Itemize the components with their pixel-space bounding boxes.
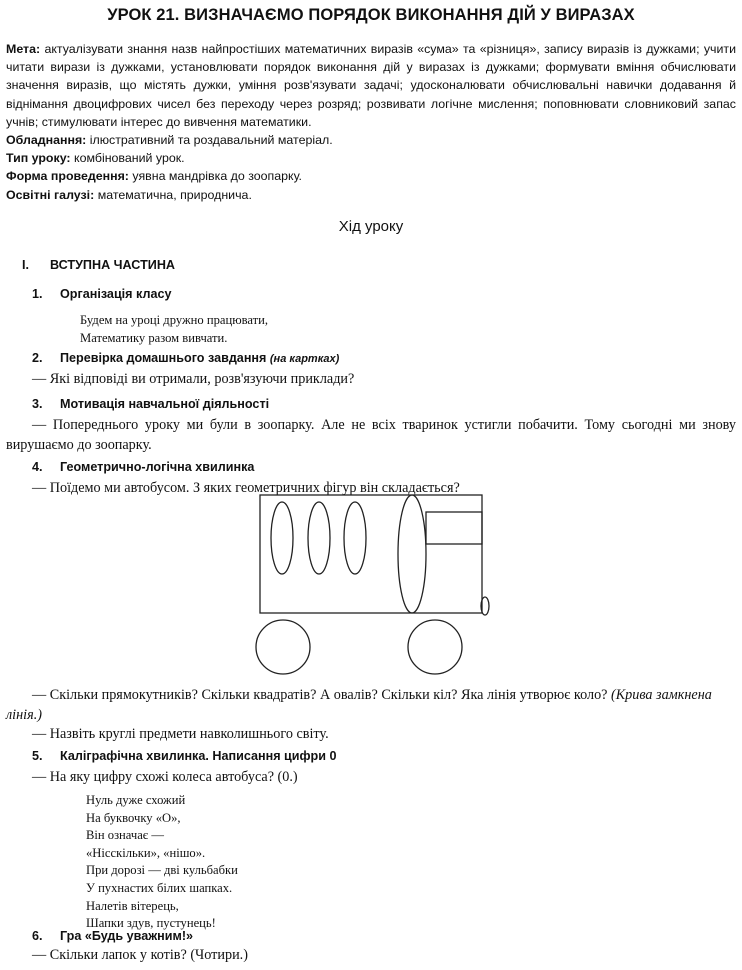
item-number: 6. xyxy=(32,929,43,943)
item-number: 3. xyxy=(32,397,43,411)
poem-line: Математику разом вивчати. xyxy=(80,330,228,345)
areas-label: Освітні галузі: xyxy=(6,187,95,202)
form-label: Форма проведення: xyxy=(6,169,129,184)
poem-line: При дорозі — дві кульбабки xyxy=(86,863,238,878)
shapes-question xyxy=(6,685,736,725)
bus-window-oval xyxy=(308,502,330,574)
section-title: ВСТУПНА ЧАСТИНА xyxy=(50,258,176,272)
bus-window-square xyxy=(426,512,482,544)
item-number: 2. xyxy=(32,351,43,365)
item-title: Геометрично-логічна хвилинка xyxy=(60,460,255,474)
section-heading xyxy=(22,258,175,272)
areas-text: математична, природнича. xyxy=(97,187,252,202)
bus-drawing xyxy=(248,490,498,686)
poem-zero xyxy=(86,792,238,933)
lesson-meta xyxy=(6,40,736,204)
homework-question: — Які відповіді ви отримали, розв'язуючи приклади? xyxy=(32,371,355,387)
goal-paragraph xyxy=(6,40,736,131)
type-text: комбінований урок. xyxy=(74,151,185,166)
cats-question: — Скільки лапок у котів? (Чотири.) xyxy=(32,947,248,963)
item-note: (на картках) xyxy=(269,353,340,365)
equipment-label: Обладнання: xyxy=(6,133,87,148)
item-heading-6 xyxy=(32,929,193,943)
item-title: Перевірка домашнього завдання xyxy=(60,351,267,365)
shapes-answer: (Крива замкнена лінія.) xyxy=(6,687,712,723)
zero-question: — На яку цифру схожі колеса автобуса? (0.) xyxy=(32,769,298,785)
motivation-text: — Попереднього уроку ми були в зоопарку. Але не всіх тваринок устигли побачити. Тому сьогодні ми знову вирушаємо до зоопарку. xyxy=(6,417,736,453)
poem-line: Нуль дуже схожий xyxy=(86,793,186,807)
form-line xyxy=(6,167,736,185)
item-number: 5. xyxy=(32,749,43,763)
bus-body-rectangle xyxy=(260,495,482,613)
round-objects-question: — Назвіть круглі предмети навколишнього світу. xyxy=(32,726,329,742)
item-heading-2 xyxy=(32,351,339,365)
bus-window-oval xyxy=(344,502,366,574)
item-heading-1 xyxy=(32,287,172,301)
bus-wheel-circle xyxy=(256,620,310,674)
type-line xyxy=(6,149,736,167)
goal-text: актуалізувати знання назв найпростіших математичних виразів «сума» та «різниця», запису виразів із дужками; учити читати вирази із дужками, установлювати порядок виконання дій у виразах із дужками; формувати вміння обчислювати значення виразів, що містять дужки, уміння розв'язувати задачі; удосконалювати обчислювальні навички додавання й віднімання двоцифрових чисел без переходу через розряд; розвивати логічне мислення; поповнювати словниковий запас учнів; стимулювати інтерес до вивчення математики. xyxy=(6,42,736,129)
item-number: 4. xyxy=(32,460,43,474)
poem-line: Налетів вітерець, xyxy=(86,898,179,913)
poem-line: Він означає — xyxy=(86,828,164,843)
bus-door-oval xyxy=(398,495,426,613)
poem-greeting xyxy=(80,312,268,347)
bus-wheel-circle xyxy=(408,620,462,674)
bus-window-oval xyxy=(271,502,293,574)
item-heading-5 xyxy=(32,749,336,763)
item-title: Мотивація навчальної діяльності xyxy=(60,397,270,411)
item-heading-3 xyxy=(32,397,269,411)
shapes-question-text: — Скільки прямокутників? Скільки квадратів? А овалів? Скільки кіл? Яка лінія утворює коло? xyxy=(32,687,608,703)
poem-line: У пухнастих білих шапках. xyxy=(86,880,233,895)
poem-line: На буквочку «О», xyxy=(86,810,181,825)
form-text: уявна мандрівка до зоопарку. xyxy=(132,169,302,184)
lesson-title: УРОК 21. ВИЗНАЧАЄМО ПОРЯДОК ВИКОНАННЯ ДІЙ У ВИРАЗАХ xyxy=(107,6,635,24)
item-number: 1. xyxy=(32,287,43,301)
poem-line: Будем на уроці дружно працювати, xyxy=(80,313,269,327)
section-number: I. xyxy=(22,258,29,272)
item-heading-4 xyxy=(32,460,254,474)
item-title: Гра «Будь уважним!» xyxy=(60,929,194,943)
course-heading: Хід уроку xyxy=(338,218,404,235)
goal-label: Мета: xyxy=(6,42,41,56)
equipment-line xyxy=(6,131,736,149)
item-title: Організація класу xyxy=(60,287,172,301)
type-label: Тип уроку: xyxy=(6,151,71,166)
areas-line xyxy=(6,186,736,204)
poem-line: Шапки здув, пустунець! xyxy=(86,916,216,931)
bus-question: — Поїдемо ми автобусом. З яких геометричних фігур він складається? xyxy=(32,480,460,496)
poem-line: «Нісскільки», «нішо». xyxy=(86,845,206,860)
item-title: Каліграфічна хвилинка. Написання цифри 0 xyxy=(60,749,337,763)
equipment-text: ілюстративний та роздавальний матеріал. xyxy=(89,133,333,148)
